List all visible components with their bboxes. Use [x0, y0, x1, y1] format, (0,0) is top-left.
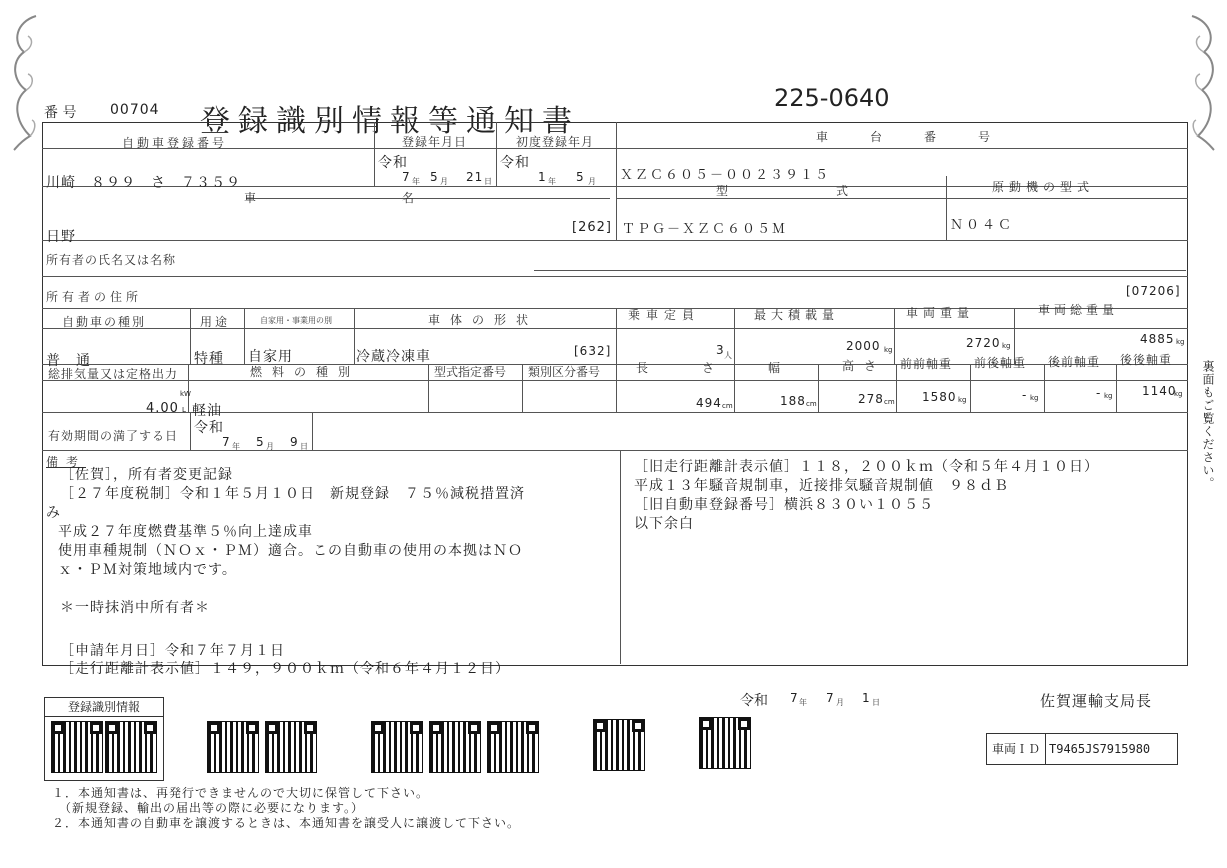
footer-note: ２．本通知書の自動車を譲渡するときは、本通知書を譲受人に譲渡して下さい。: [52, 816, 521, 830]
label-use: 用途: [200, 315, 231, 329]
label-type-number: 型式指定番号: [434, 365, 507, 379]
issue-month: 7: [826, 691, 834, 705]
number-label: 番 号: [44, 105, 77, 121]
qr-code-icon: [594, 720, 644, 770]
reg-month: 5: [430, 170, 439, 184]
issue-era: 令和: [740, 693, 768, 709]
chassis-value: ＸＺＣ６０５－００２３９１５: [620, 168, 831, 183]
label-reg-date: 登録年月日: [402, 135, 468, 149]
max-load-value: 2000: [846, 339, 881, 353]
reg-year-unit: 年: [412, 177, 420, 186]
label-length: 長さ: [636, 361, 769, 375]
label-fuel: 燃料の種別: [250, 365, 361, 379]
expiry-year: 7: [222, 435, 231, 449]
label-max-load: 最大積載量: [754, 308, 840, 322]
remark-line: ［旧自動車登録番号］横浜８３０い１０５５: [634, 497, 934, 513]
width-unit: cm: [806, 400, 817, 408]
label-model: 型: [716, 184, 732, 198]
document-code: 225-0640: [774, 84, 890, 112]
first-reg-era: 令和: [500, 155, 530, 171]
remark-line: 平成２７年度燃費基準５％向上達成車: [58, 524, 313, 540]
maker-code: [262]: [572, 220, 612, 235]
reg-year: 7: [402, 170, 411, 184]
model-value: ＴＰＧ－ＸＺＣ６０５Ｍ: [622, 222, 788, 237]
width-value: 188: [780, 394, 806, 408]
qr-code-icon: [106, 722, 156, 772]
remark-line: ［２７年度税制］令和１年５月１０日 新規登録 ７５％減税措置済: [60, 486, 525, 502]
label-capacity: 乗車定員: [628, 308, 701, 322]
gross-weight-unit: kg: [1176, 338, 1185, 346]
label-class-number: 類別区分番号: [528, 365, 601, 379]
label-rear-rear-axle: 後後軸重: [1120, 353, 1173, 367]
use-value: 特種: [194, 351, 224, 367]
label-width: 幅: [768, 361, 784, 375]
engine-value: Ｎ０４Ｃ: [950, 218, 1015, 233]
label-first-reg: 初度登録年月: [516, 135, 595, 149]
label-car: 車: [244, 191, 260, 205]
corner-ornament-right-icon: [1188, 12, 1222, 152]
issuer: 佐賀運輸支局長: [1040, 692, 1153, 710]
private-value: 自家用: [248, 349, 293, 365]
reg-day-unit: 日: [484, 177, 492, 186]
remark-line: 平成１３年騒音規制車，近接排気騒音規制値 ９８ｄＢ: [634, 478, 1009, 494]
length-unit: cm: [722, 402, 733, 410]
ff-axle-value: 1580: [922, 390, 957, 404]
reg-number-value: 川崎 ８９９ さ ７３５９: [46, 175, 241, 191]
capacity-unit: 人: [724, 351, 732, 360]
remark-line: ［佐賀］，所有者変更記録: [60, 467, 233, 483]
label-vehicle-type: 自動車の種別: [62, 315, 147, 329]
rr-axle-value: 1140: [1142, 384, 1177, 398]
body-shape-value: 冷蔵冷凍車: [356, 349, 431, 365]
vehicle-weight-unit: kg: [1002, 342, 1011, 350]
vehicle-type-value: 普 通: [46, 353, 91, 369]
first-reg-month-unit: 月: [588, 177, 596, 186]
footer-note: １．本通知書は、再発行できませんので大切に保管して下さい。: [52, 786, 430, 800]
label-name: 名: [402, 191, 418, 205]
qr-code-icon: [208, 722, 258, 772]
first-reg-month: 5: [576, 170, 585, 184]
remark-line: [60, 578, 616, 597]
qr-code-icon: [700, 718, 750, 768]
label-remarks: 備考: [46, 455, 87, 469]
issue-day: 1: [862, 691, 870, 705]
reg-month-unit: 月: [440, 177, 448, 186]
label-chassis: 車台番号: [816, 130, 1033, 144]
remark-line: ＊一時抹消中所有者＊: [60, 600, 210, 616]
label-expiry: 有効期間の満了する日: [48, 429, 179, 443]
footer-notes: [52, 784, 520, 829]
expiry-month: 5: [256, 435, 265, 449]
label-gross-weight: 車両総重量: [1038, 303, 1119, 317]
label-body-shape: 車体の形状: [428, 313, 539, 327]
fr-axle-value: -: [1022, 388, 1028, 402]
kw-unit: kW: [180, 390, 191, 398]
reg-era: 令和: [378, 155, 408, 171]
remark-line: 以下余白: [634, 516, 694, 532]
fr-axle-unit: kg: [1030, 394, 1039, 402]
remark-line: ［旧走行距離計表示値］１１８，２００ｋｍ（令和５年４月１０日）: [634, 459, 1099, 475]
remark-line: ［走行距離計表示値］１４９，９００ｋｍ（令和６年４月１２日）: [60, 661, 510, 677]
label-front-rear-axle: 前後軸重: [974, 356, 1027, 370]
reg-day: 21: [466, 170, 484, 184]
label-model-2: 式: [836, 184, 852, 198]
remark-line: ［申請年月日］令和７年７月１日: [60, 643, 285, 659]
expiry-month-unit: 月: [266, 442, 274, 451]
label-reg-number: 自動車登録番号: [122, 136, 228, 150]
displacement-value: 4.00: [146, 401, 179, 416]
first-reg-year: 1: [538, 170, 547, 184]
remark-line: み: [46, 505, 61, 521]
rf-axle-value: -: [1096, 386, 1102, 400]
document-number: 00704: [110, 102, 160, 118]
label-owner-name: 所有者の氏名又は名称: [46, 253, 177, 267]
first-reg-year-unit: 年: [548, 177, 556, 186]
issue-year-unit: 年: [799, 698, 807, 707]
document-title: 登録識別情報等通知書: [200, 104, 580, 139]
rf-axle-unit: kg: [1104, 392, 1113, 400]
label-displacement: 総排気量又は定格出力: [48, 367, 179, 381]
remark-line: ｘ・ＰＭ対策地域内です。: [58, 562, 237, 578]
ff-axle-unit: kg: [958, 396, 967, 404]
issue-day-unit: 日: [872, 698, 880, 707]
label-front-front-axle: 前前軸重: [900, 357, 953, 371]
reverse-side-note: 裏面もご覧ください。: [1201, 360, 1215, 490]
label-vehicle-weight: 車両重量: [906, 306, 975, 320]
label-engine: 原動機の型式: [992, 180, 1095, 194]
label-rear-front-axle: 後前軸重: [1048, 355, 1101, 369]
remarks-bottom: [60, 640, 510, 676]
max-load-unit: kg: [884, 346, 893, 354]
qr-label: 登録識別情報: [45, 698, 163, 717]
label-owner-address: 所有者の住所: [46, 290, 143, 304]
address-code: [07206]: [1126, 284, 1181, 298]
footer-note: （新規登録、輸出の届出等の際に必要になります。）: [52, 801, 365, 815]
vehicle-id-value: T9465JS7915980: [1049, 742, 1151, 756]
length-value: 494: [696, 396, 722, 410]
gross-weight-value: 4885: [1140, 332, 1175, 346]
label-private-business: 自家用・事業用の別: [260, 316, 332, 325]
expiry-era: 令和: [194, 420, 224, 436]
liter-unit: L: [182, 406, 186, 414]
remarks-right: [634, 456, 1099, 532]
label-height: 高さ: [842, 359, 887, 373]
remarks-left: [46, 464, 616, 616]
vehicle-id-box: [986, 733, 1178, 765]
expiry-day: 9: [290, 435, 299, 449]
qr-code-icon: [372, 722, 422, 772]
issue-year: 7: [790, 691, 798, 705]
vehicle-id-label: 車両ＩＤ: [987, 734, 1046, 764]
vehicle-weight-value: 2720: [966, 336, 1001, 350]
capacity-value: 3: [716, 343, 725, 357]
remark-line: 使用車種規制（ＮＯｘ・ＰＭ）適合。この自動車の使用の本拠はＮＯ: [58, 543, 523, 559]
rr-axle-unit: kg: [1174, 390, 1183, 398]
maker-value: 日野: [46, 229, 76, 245]
expiry-year-unit: 年: [232, 442, 240, 451]
body-code: [632]: [574, 344, 612, 358]
qr-code-icon: [266, 722, 316, 772]
fuel-value: 軽油: [192, 403, 222, 419]
height-value: 278: [858, 392, 884, 406]
qr-code-icon: [52, 722, 102, 772]
qr-code-icon: [430, 722, 480, 772]
qr-code-icon: [488, 722, 538, 772]
corner-ornament-left-icon: [6, 12, 40, 152]
expiry-day-unit: 日: [300, 442, 308, 451]
issue-month-unit: 月: [836, 698, 844, 707]
height-unit: cm: [884, 398, 895, 406]
